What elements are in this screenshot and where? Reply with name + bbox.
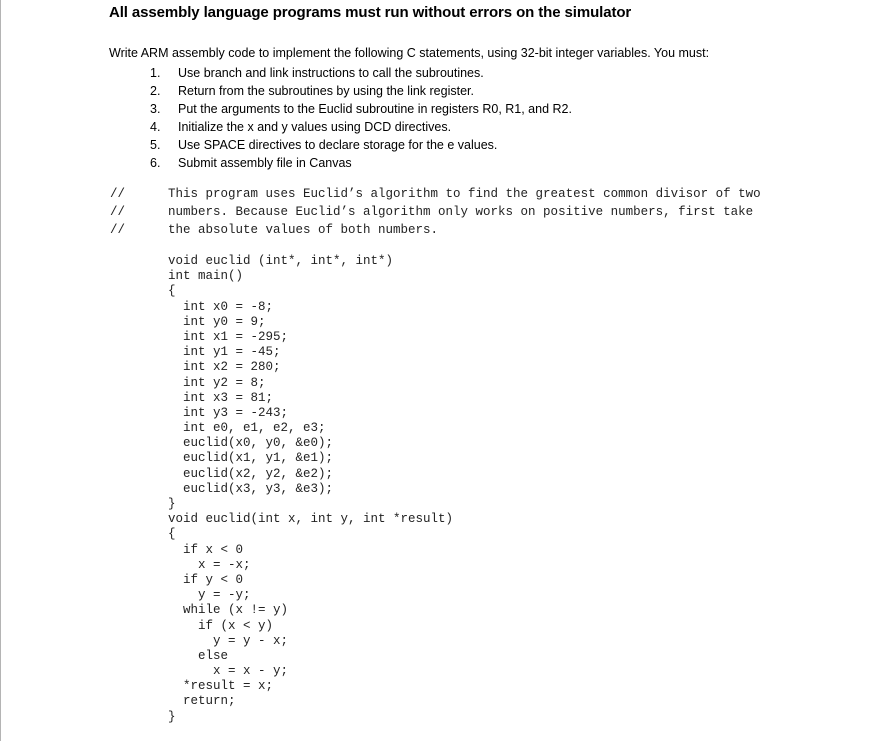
comment-marker: // [110, 205, 126, 219]
requirements-list [150, 64, 572, 172]
code-line: int y1 = -45; [168, 345, 281, 360]
code-line: euclid(x3, y3, &e3); [168, 481, 334, 496]
list-item [150, 82, 572, 100]
code-line: euclid(x0, y0, &e0); [168, 436, 334, 451]
code-line: x = -x; [168, 557, 251, 572]
code-line: void euclid (int*, int*, int*) [168, 254, 394, 268]
comment-line: This program uses Euclid’s algorithm to find the greatest common divisor of two [168, 187, 761, 201]
code-line: x = x - y; [168, 664, 289, 679]
code-line: euclid(x2, y2, &e2); [168, 466, 334, 481]
list-text: Return from the subroutines by using the link register. [178, 84, 474, 98]
page-title: All assembly language programs must run without errors on the simulator [109, 4, 632, 21]
code-line: int x2 = 280; [168, 360, 281, 375]
code-line: while (x != y) [168, 603, 289, 618]
code-comment [168, 185, 761, 239]
code-line: else [168, 648, 229, 663]
list-item [150, 100, 572, 118]
code-line: void euclid(int x, int y, int *result) [168, 512, 454, 527]
code-line: } [168, 709, 176, 724]
list-text: Use branch and link instructions to call the subroutines. [178, 66, 484, 80]
code-line: int main() [168, 269, 244, 284]
code-line: if y < 0 [168, 572, 244, 587]
list-number: 4. [150, 120, 161, 134]
list-item [150, 154, 572, 172]
code-line: *result = x; [168, 679, 274, 694]
code-line: return; [168, 694, 236, 709]
list-text: Initialize the x and y values using DCD directives. [178, 120, 452, 134]
list-item [150, 136, 572, 154]
code-line: } [168, 497, 176, 511]
assignment-intro: Write ARM assembly code to implement the following C statements, using 32-bit integer variables. You must: [109, 46, 710, 60]
list-text: Put the arguments to the Euclid subroutine in registers R0, R1, and R2. [178, 102, 572, 116]
code-line: int x1 = -295; [168, 329, 289, 344]
code-line: if (x < y) [168, 618, 274, 633]
list-number: 3. [150, 102, 161, 116]
comment-line: the absolute values of both numbers. [168, 223, 439, 237]
code-block [168, 254, 453, 725]
code-line: int e0, e1, e2, e3; [168, 421, 326, 436]
comment-marker: // [110, 223, 126, 237]
code-line: int y3 = -243; [168, 405, 289, 420]
code-line: { [168, 527, 176, 542]
list-number: 1. [150, 66, 161, 80]
code-line: if x < 0 [168, 542, 244, 557]
code-line: int y2 = 8; [168, 375, 266, 390]
code-line: y = -y; [168, 588, 251, 603]
list-number: 6. [150, 156, 161, 170]
code-line: y = y - x; [168, 633, 289, 648]
list-item [150, 64, 572, 82]
code-line: int x3 = 81; [168, 390, 274, 405]
list-number: 5. [150, 138, 161, 152]
code-line: euclid(x1, y1, &e1); [168, 451, 334, 466]
code-line: int x0 = -8; [168, 299, 274, 314]
comment-markers [110, 185, 125, 239]
list-item [150, 118, 572, 136]
comment-marker: // [110, 187, 126, 201]
code-line: int y0 = 9; [168, 314, 266, 329]
list-number: 2. [150, 84, 161, 98]
comment-line: numbers. Because Euclid’s algorithm only works on positive numbers, first take [168, 205, 754, 219]
page-edge [0, 0, 1, 741]
list-text: Submit assembly file in Canvas [178, 156, 352, 170]
code-line: { [168, 284, 176, 299]
list-text: Use SPACE directives to declare storage for the e values. [178, 138, 498, 152]
